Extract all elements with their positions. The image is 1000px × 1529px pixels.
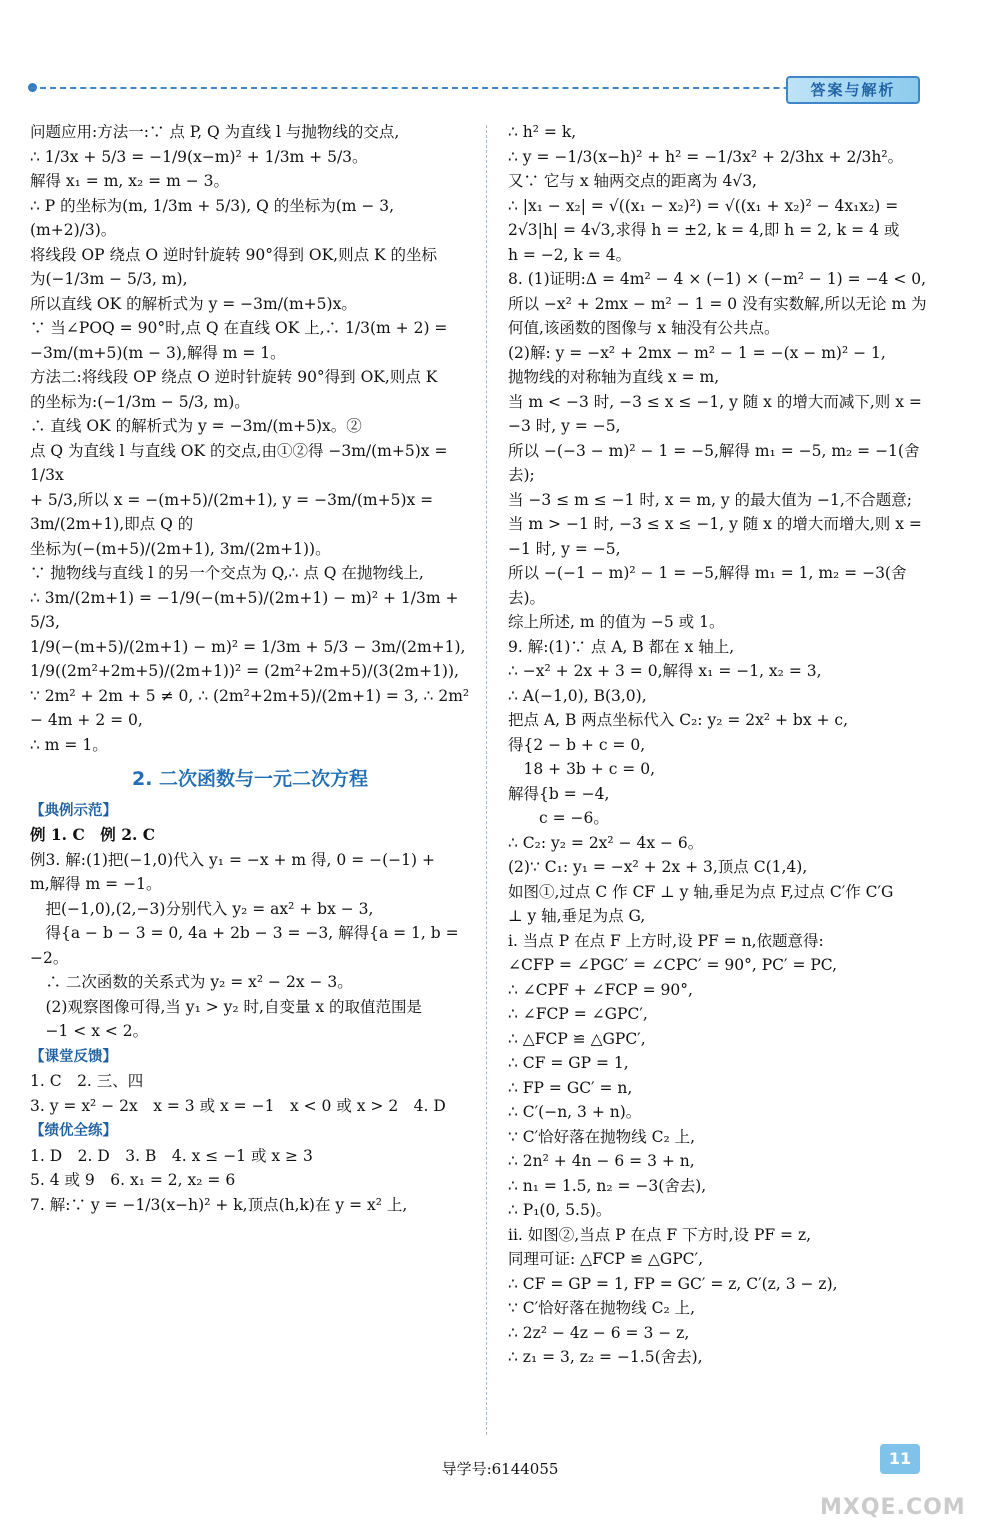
text-line: i. 当点 P 在点 F 上方时,设 PF = n,依题意得: [508,931,824,950]
right-column [508,120,948,1370]
tag-line [30,1118,470,1144]
answer-line: 例3. 解:(1)把(−1,0)代入 y₁ = −x + m 得, 0 = −(−1) + [30,850,435,869]
text-line: 当 m > −1 时, −3 ≤ x ≤ −1, y 随 x 的增大而增大,则 x = [508,515,922,533]
section-tag: 【典例示范】 [30,802,117,819]
text-line: ∴ C′(−n, 3 + n)。 [508,1103,642,1121]
answer-line: 得{a − b − 3 = 0, 4a + 2b − 3 = −3, 解得{a = 1, b = −2。 [30,924,464,967]
answer-line: 例 1. C 例 2. C [30,825,156,844]
text-line: ∴ −x² + 2x + 3 = 0,解得 x₁ = −1, x₂ = 3, [508,662,822,680]
text-line: ∴ P₁(0, 5.5)。 [508,1201,612,1219]
text-line: 如图①,过点 C 作 CF ⊥ y 轴,垂足为点 F,过点 C′作 C′G [508,882,894,901]
text-line: 去)。 [508,588,546,607]
guide-number: 导学号:6144055 [441,1460,559,1478]
text-line: ∴ 直线 OK 的解析式为 y = −3m/(m+5)x。② [30,417,362,435]
text-line: ∵ 当∠POQ = 90°时,点 Q 在直线 OK 上,∴ 1/3(m + 2) = [30,319,448,337]
answer-line: 1. D 2. D 3. B 4. x ≤ −1 或 x ≥ 3 [30,1146,313,1165]
text-line: ∠CFP = ∠PGC′ = ∠CPC′ = 90°, PC′ = PC, [508,956,838,974]
text-line: 所以 −(−3 − m)² − 1 = −5,解得 m₁ = −5, m₂ = −1(舍 [508,441,920,460]
text-line: ∵ C′恰好落在抛物线 C₂ 上, [508,1299,696,1317]
answer-line: 把(−1,0),(2,−3)分别代入 y₂ = ax² + bx − 3, [30,899,374,918]
answer-line: 7. 解:∵ y = −1/3(x−h)² + k,顶点(h,k)在 y = x² 上, [30,1195,408,1214]
text-line: ∵ 2m² + 2m + 5 ≠ 0, ∴ (2m²+2m+5)/(2m+1) = 3, ∴ 2m² − 4m + 2 = 0, [30,686,475,729]
left-column-lines [30,120,475,757]
text-line: 18 + 3b + c = 0, [508,760,656,778]
answer-line: −1 < x < 2。 [30,1022,149,1040]
answer-line: 1. C 2. 三、四 [30,1072,144,1090]
text-line: 解得 x₁ = m, x₂ = m − 3。 [30,172,229,190]
text-line: 方法二:将线段 OP 绕点 O 逆时针旋转 90°得到 OK,则点 K [30,368,438,386]
answer-line: m,解得 m = −1。 [30,875,162,893]
text-line: 坐标为(−(m+5)/(2m+1), 3m/(2m+1))。 [30,539,331,558]
text-line: −1 时, y = −5, [508,539,621,558]
text-line: ∵ 抛物线与直线 l 的另一个交点为 Q,∴ 点 Q 在抛物线上, [30,564,424,582]
text-line: 综上所述, m 的值为 −5 或 1。 [508,613,725,631]
text-line: 又∵ 它与 x 轴两交点的距离为 4√3, [508,172,757,190]
text-line: 所以 −x² + 2mx − m² − 1 = 0 没有实数解,所以无论 m 为 [508,294,927,313]
text-line: (2)解: y = −x² + 2mx − m² − 1 = −(x − m)² − 1, [508,343,886,362]
text-line: ∴ 2n² + 4n − 6 = 3 + n, [508,1152,695,1170]
answer-line: 5. 4 或 9 6. x₁ = 2, x₂ = 6 [30,1171,236,1189]
text-line: ∵ C′恰好落在抛物线 C₂ 上, [508,1127,696,1146]
text-line: −3m/(m+5)(m − 3),解得 m = 1。 [30,343,286,362]
section-tag: 【课堂反馈】 [30,1048,117,1065]
tag-line [30,1044,470,1070]
text-line: ∴ 2z² − 4z − 6 = 3 − z, [508,1323,690,1342]
text-line: 抛物线的对称轴为直线 x = m, [508,368,720,386]
header-answer-tag: 答案与解析 [786,76,920,104]
text-line: 得{2 − b + c = 0, [508,735,646,754]
left-column-answers [30,798,470,1218]
text-line: 点 Q 为直线 l 与直线 OK 的交点,由①②得 −3m/(m+5)x = 1/3x [30,441,453,484]
text-line: ⊥ y 轴,垂足为点 G, [508,907,646,925]
text-line: 1/9(−(m+5)/(2m+1) − m)² = 1/3m + 5/3 − 3m/(2m+1), [30,637,466,656]
tag-line [30,798,470,824]
text-line: ∴ FP = GC′ = n, [508,1078,633,1097]
text-line: ∴ ∠FCP = ∠GPC′, [508,1005,648,1023]
page-number: 11 [880,1444,920,1474]
text-line: 的坐标为:(−1/3m − 5/3, m)。 [30,392,250,411]
answer-line: ∴ 二次函数的关系式为 y₂ = x² − 2x − 3。 [30,973,353,991]
text-line: 为(−1/3m − 5/3, m), [30,270,188,288]
text-line: ∴ △FCP ≌ △GPC′, [508,1029,646,1048]
text-line: ∴ y = −1/3(x−h)² + h² = −1/3x² + 2/3hx + 2/3h²。 [508,147,904,166]
text-line: 将线段 OP 绕点 O 逆时针旋转 90°得到 OK,则点 K 的坐标 [30,245,438,264]
text-line: (2)∵ C₁: y₁ = −x² + 2x + 3,顶点 C(1,4), [508,858,808,876]
text-line: ∴ CF = GP = 1, [508,1054,629,1072]
section-tag: 【绩优全练】 [30,1123,117,1139]
text-line: 当 −3 ≤ m ≤ −1 时, x = m, y 的最大值为 −1,不合题意; [508,490,913,509]
text-line: ∴ C₂: y₂ = 2x² − 4x − 6。 [508,833,704,852]
right-column-lines [508,120,948,1370]
answer-line: 3. y = x² − 2x x = 3 或 x = −1 x < 0 或 x > 2 4. D [30,1096,446,1115]
text-line: 8. (1)证明:Δ = 4m² − 4 × (−1) × (−m² − 1) = −4 < 0, [508,270,927,288]
text-line: 去); [508,466,535,484]
text-line: 所以 −(−1 − m)² − 1 = −5,解得 m₁ = 1, m₂ = −3(舍 [508,564,907,582]
text-line: c = −6。 [508,809,609,827]
text-line: ∴ n₁ = 1.5, n₂ = −3(舍去), [508,1176,707,1195]
header-rule [30,87,890,89]
watermark-text: MXQE.COM [820,1495,966,1520]
text-line: ∴ m = 1。 [30,735,108,754]
answer-line: (2)观察图像可得,当 y₁ > y₂ 时,自变量 x 的取值范围是 [30,997,423,1016]
text-line: 问题应用:方法一:∵ 点 P, Q 为直线 l 与抛物线的交点, [30,123,400,141]
column-divider [486,125,487,1435]
text-line: 解得{b = −4, [508,784,610,803]
text-line: ∴ 3m/(2m+1) = −1/9(−(m+5)/(2m+1) − m)² + 1/3m + 5/3, [30,588,464,631]
text-line: ∴ ∠CPF + ∠FCP = 90°, [508,980,693,999]
text-line: 9. 解:(1)∵ 点 A, B 都在 x 轴上, [508,637,735,656]
text-line: ∴ P 的坐标为(m, 1/3m + 5/3), Q 的坐标为(m − 3, (m+2)/3)。 [30,196,400,239]
text-line: 同理可证: △FCP ≌ △GPC′, [508,1250,703,1268]
text-line: 1/9((2m²+2m+5)/(2m+1))² = (2m²+2m+5)/(3(2m+1)), [30,662,459,680]
text-line: 把点 A, B 两点坐标代入 C₂: y₂ = 2x² + bx + c, [508,711,849,729]
section-title: 2. 二次函数与一元二次方程 [131,768,369,790]
text-line: + 5/3,所以 x = −(m+5)/(2m+1), y = −3m/(m+5)x = 3m/(2m+1),即点 Q 的 [30,490,439,533]
text-line: ∴ CF = GP = 1, FP = GC′ = z, C′(z, 3 − z), [508,1274,838,1293]
text-line: −3 时, y = −5, [508,417,621,435]
left-column [30,120,475,1217]
text-line: 2√3|h| = 4√3,求得 h = ±2, k = 4,即 h = 2, k = 4 或 [508,221,900,239]
text-line: ii. 如图②,当点 P 在点 F 下方时,设 PF = z, [508,1225,812,1244]
text-line: ∴ A(−1,0), B(3,0), [508,686,647,705]
text-line: ∴ h² = k, [508,123,577,141]
text-line: ∴ |x₁ − x₂| = √((x₁ − x₂)²) = √((x₁ + x₂)² − 4x₁x₂) = [508,196,899,215]
text-line: h = −2, k = 4。 [508,245,632,264]
text-line: 所以直线 OK 的解析式为 y = −3m/(m+5)x。 [30,294,357,313]
text-line: 当 m < −3 时, −3 ≤ x ≤ −1, y 随 x 的增大而减下,则 x = [508,392,922,411]
text-line: ∴ 1/3x + 5/3 = −1/9(x−m)² + 1/3m + 5/3。 [30,147,368,166]
text-line: 何值,该函数的图像与 x 轴没有公共点。 [508,319,780,337]
text-line: ∴ z₁ = 3, z₂ = −1.5(舍去), [508,1348,703,1366]
